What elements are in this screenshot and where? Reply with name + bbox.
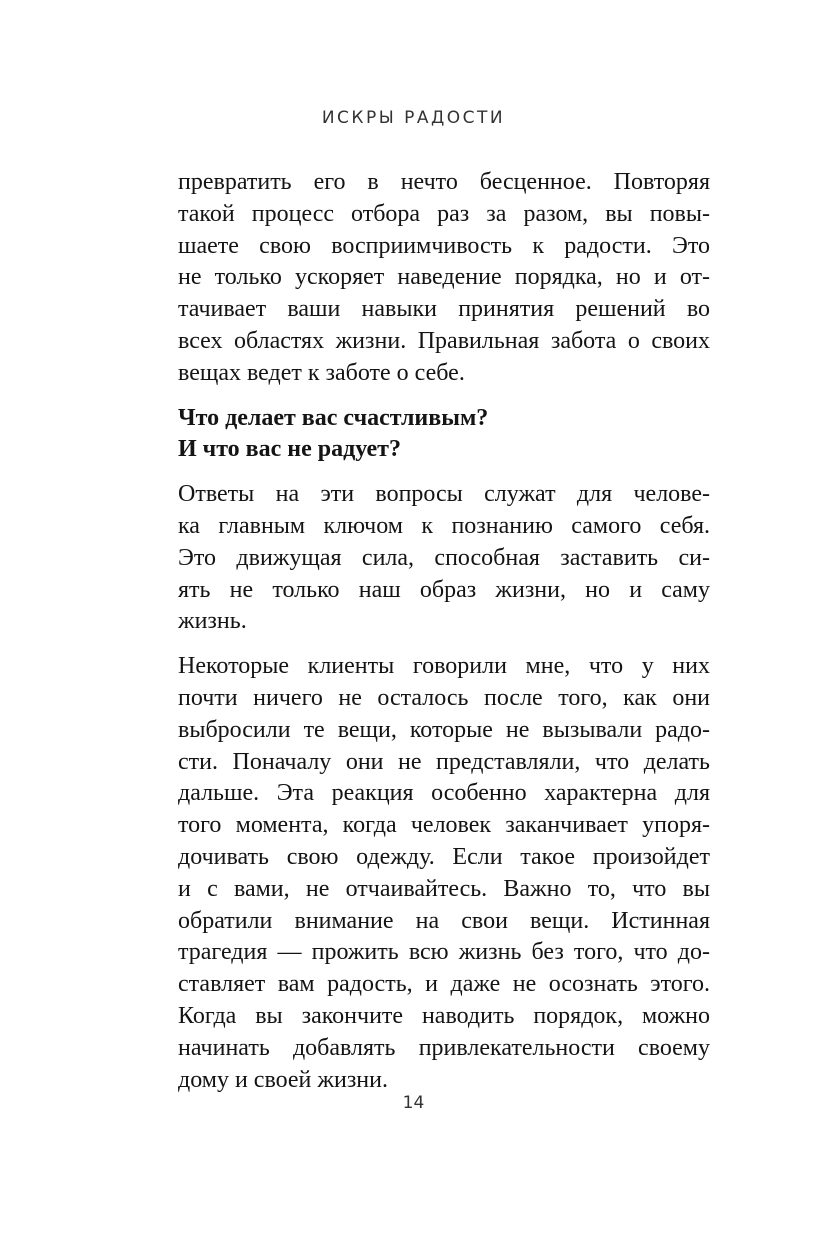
text-line: Некоторые клиенты говорили мне, что у них [178, 653, 710, 680]
text-line: превратить его в нечто бесценное. Повторяя [178, 169, 710, 195]
text-line: и с вами, не отчаивайтесь. Важно то, что вы [178, 875, 710, 902]
paragraph-1 [178, 167, 710, 390]
running-head: ИСКРЫ РАДОСТИ [321, 108, 506, 128]
text-line: Когда вы закончите наводить порядок, можно [178, 1002, 710, 1029]
text-line: дому и своей жизни. [178, 1066, 388, 1093]
text-line: ять не только наш образ жизни, но и саму [178, 576, 710, 603]
text-line: шаете свою восприимчивость к радости. Это [178, 232, 710, 259]
text-line: тачивает ваши навыки принятия решений во [178, 296, 710, 323]
text-line: выбросили те вещи, которые не вызывали радо- [178, 716, 710, 743]
text-line: всех областях жизни. Правильная забота о своих [178, 327, 710, 354]
text-line: такой процесс отбора раз за разом, вы повы- [178, 200, 710, 227]
text-line: Это движущая сила, способная заставить си- [178, 544, 710, 571]
heading-line: И что вас не радует? [178, 436, 401, 463]
text-line: ставляет вам радость, и даже не осознать этого. [178, 971, 710, 998]
paragraph-3 [178, 651, 710, 1096]
text-line: ка главным ключом к познанию самого себя. [178, 512, 710, 539]
text-line: дальше. Эта реакция особенно характерна для [178, 780, 710, 807]
text-line: сти. Поначалу они не представляли, что делать [178, 748, 710, 775]
paragraph-2 [178, 479, 710, 638]
text-line: вещах ведет к заботе о себе. [178, 359, 465, 386]
body-text [178, 167, 710, 1096]
text-line: не только ускоряет наведение порядка, но и от- [178, 264, 710, 291]
text-line: обратили внимание на свои вещи. Истинная [178, 907, 710, 934]
text-line: Ответы на эти вопросы служат для челове- [178, 481, 710, 508]
page-number: 14 [402, 1093, 425, 1113]
text-line: почти ничего не осталось после того, как они [178, 684, 710, 711]
text-line: того момента, когда человек заканчивает упоря- [178, 812, 710, 839]
heading-line: Что делает вас счастливым? [178, 404, 489, 431]
text-line: трагедия — прожить всю жизнь без того, что до- [178, 939, 710, 966]
text-line: жизнь. [178, 608, 247, 635]
text-line: начинать добавлять привлекательности своему [178, 1034, 710, 1061]
section-heading [178, 403, 710, 467]
text-line: дочивать свою одежду. Если такое произойдет [178, 843, 710, 870]
